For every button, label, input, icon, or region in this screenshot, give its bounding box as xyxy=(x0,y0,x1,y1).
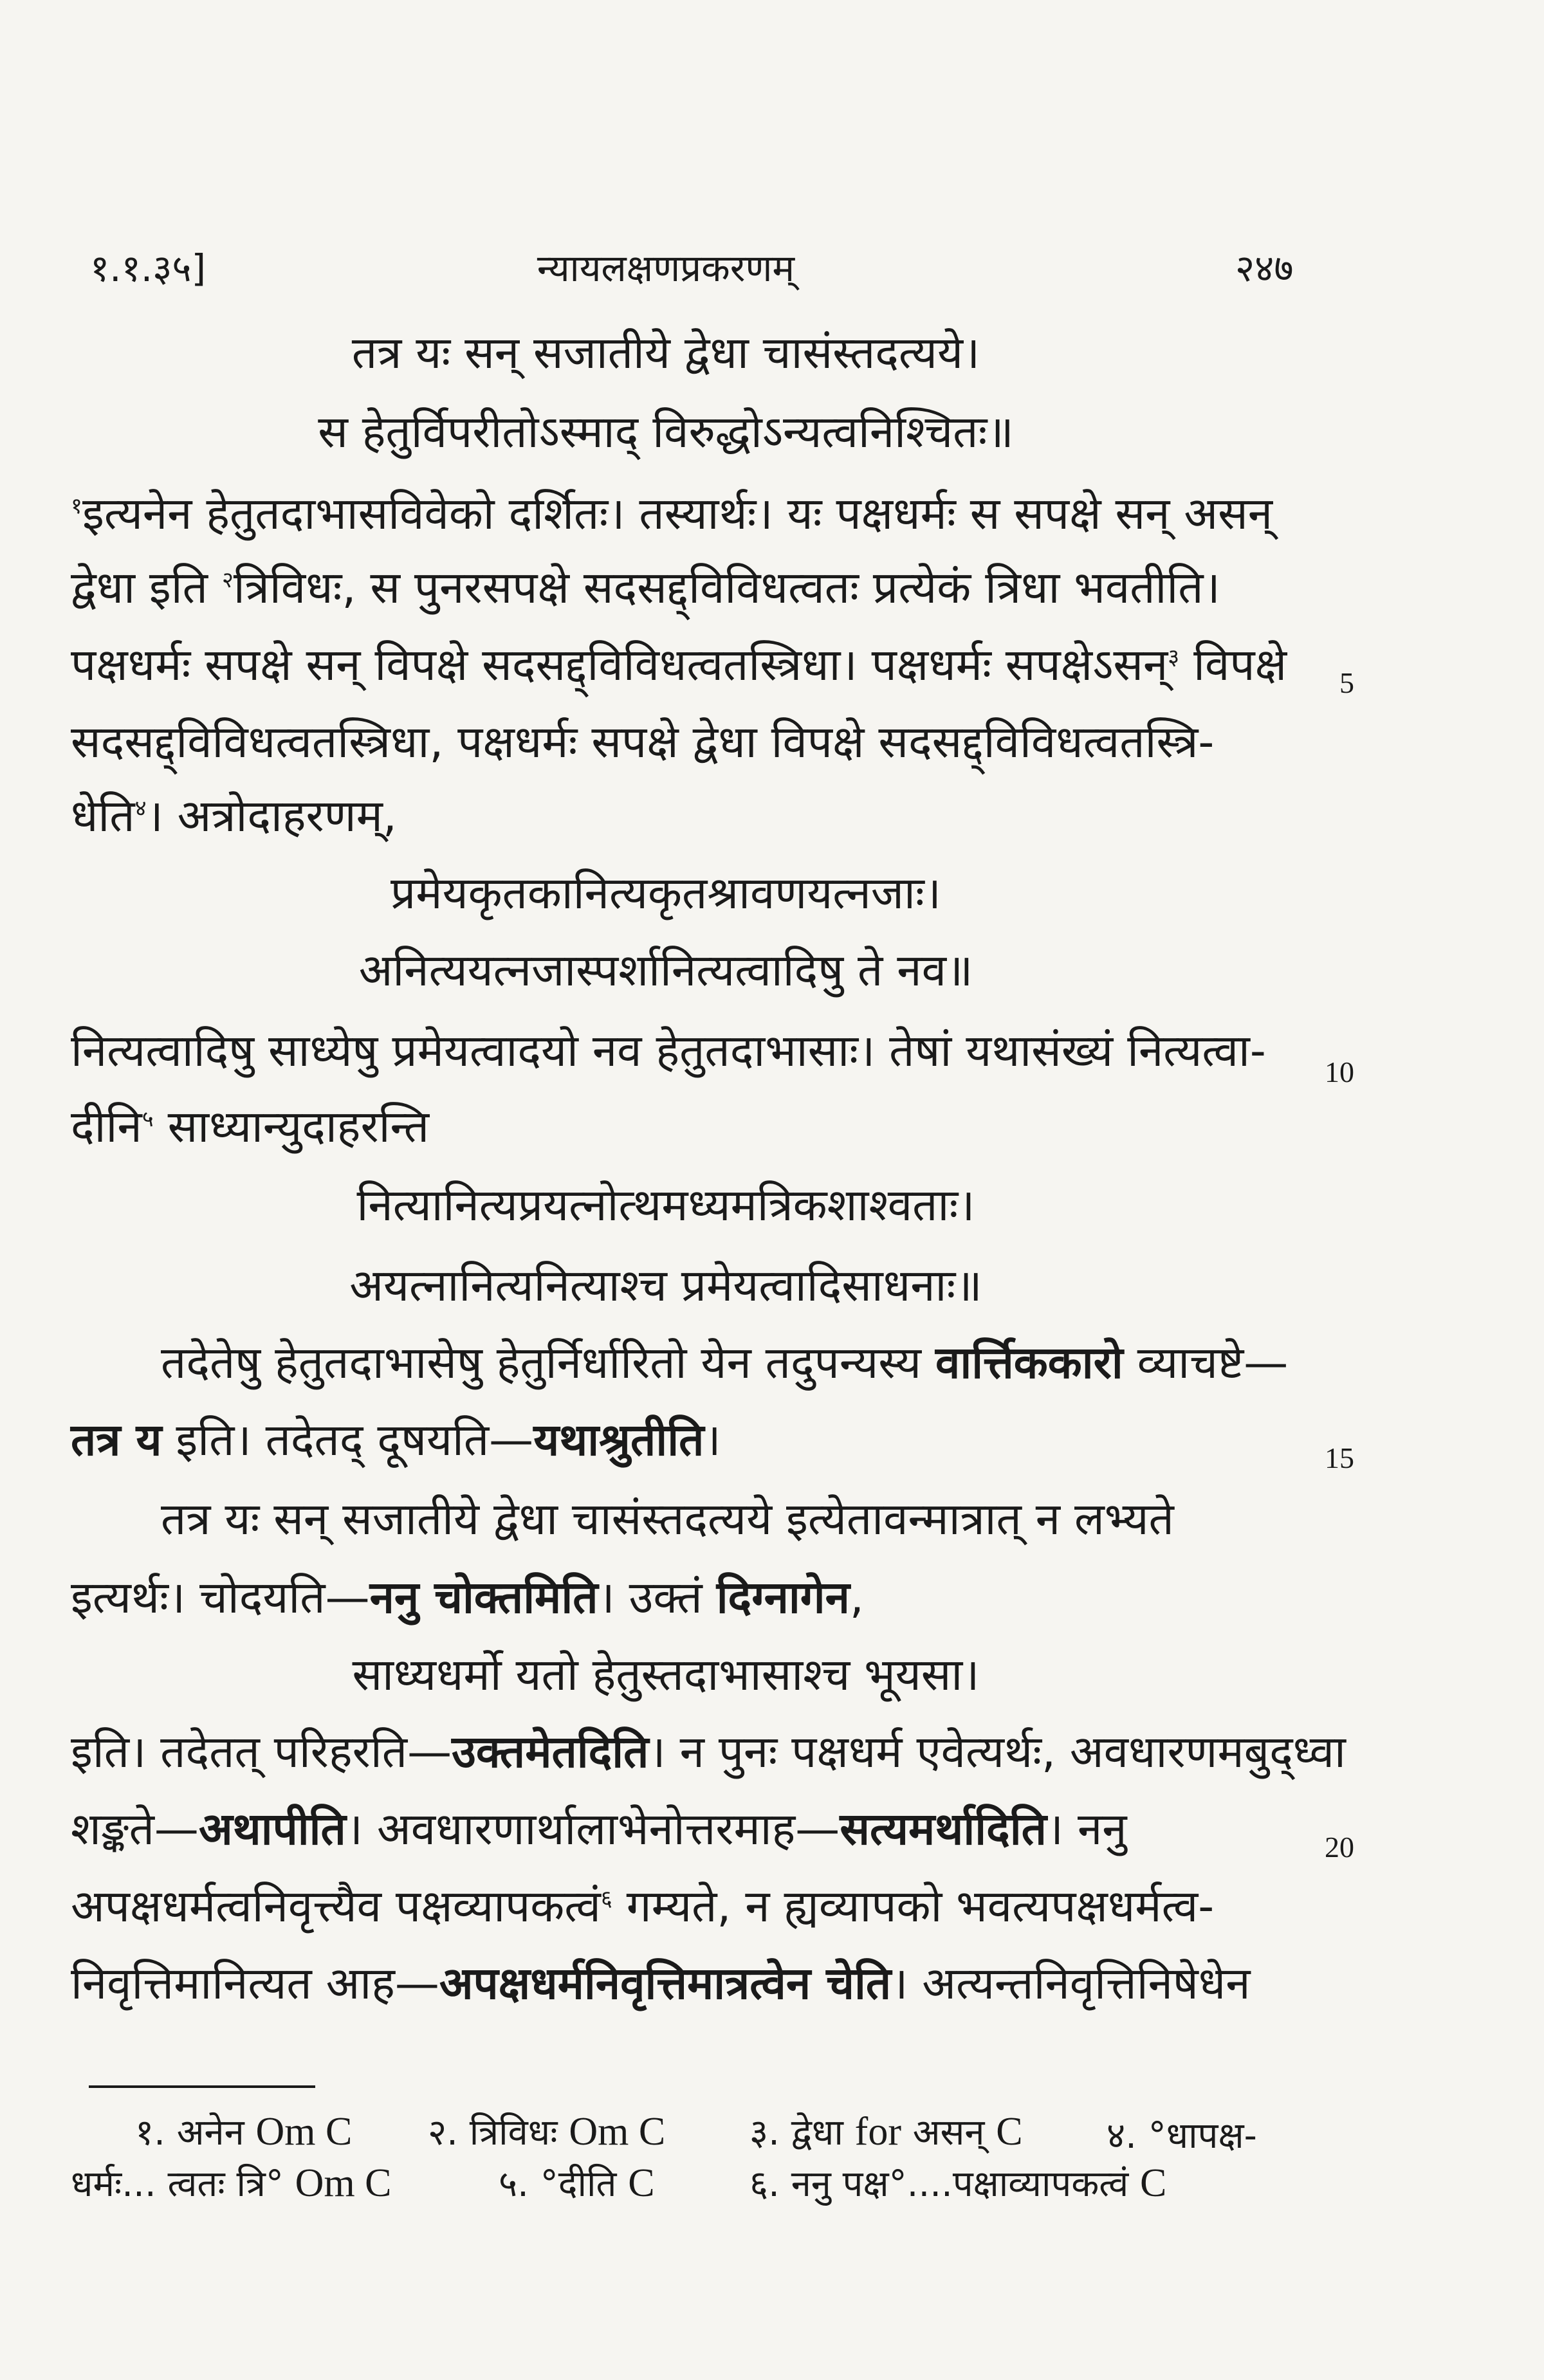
commentary-line: पक्षधर्मः सपक्षे सन् विपक्षे सदसद्द्विविधत्वतस्त्रिधा। पक्षधर्मः सपक्षेऽसन्$^३$ विपक्षे xyxy=(71,639,1287,691)
bold-term: दिग्नागेन xyxy=(716,1572,850,1624)
commentary-line: सदसद्द्विविधत्वतस्त्रिधा, पक्षधर्मः सपक्षे द्वेधा विपक्षे सदसद्द्विविधत्वतस्त्रि- xyxy=(71,717,1215,768)
footnote-marker: २ xyxy=(221,567,234,593)
line-number: 15 xyxy=(1325,1442,1354,1474)
commentary-line: द्वेधा इति $^२$त्रिविधः, स पुनरसपक्षे सदसद्द्विविधत्वतः प्रत्येकं त्रिधा भवतीति। xyxy=(71,562,1220,614)
footnote: ३. द्वेधा for असन् C xyxy=(749,2110,1023,2154)
bold-term: उक्तमेतदिति xyxy=(452,1726,649,1778)
verse-line: तत्र यः सन् सजातीये द्वेधा चासंस्तदत्यये। xyxy=(351,327,980,379)
verse-line: साध्यधर्मो यतो हेतुस्तदाभासाश्च भूयसा। xyxy=(352,1649,980,1701)
bold-term: वार्त्तिककारो xyxy=(935,1337,1123,1389)
commentary-line: $^१$इत्यनेन हेतुतदाभासविवेको दर्शितः। तस्यार्थः। यः पक्षधर्मः स सपक्षे सन् असन् xyxy=(71,488,1273,540)
bold-term: ननु चोक्तमिति xyxy=(369,1572,598,1624)
verse-line: अनित्ययत्नजास्पर्शानित्यत्वादिषु ते नव॥ xyxy=(358,945,973,996)
footnote-marker: १ xyxy=(71,493,82,519)
footnote-marker: ६ xyxy=(600,1886,612,1912)
footnote: ६. ननु पक्ष°....पक्षाव्यापकत्वं C xyxy=(749,2161,1167,2205)
verse-line: अयत्नानित्यनित्याश्च प्रमेयत्वादिसाधनाः॥ xyxy=(349,1260,982,1312)
bold-term: तत्र य xyxy=(71,1414,162,1466)
footnote: धर्मः... त्वतः त्रि° Om C xyxy=(71,2161,392,2205)
footnote: २. त्रिविधः Om C xyxy=(428,2110,666,2154)
verse-line: नित्यानित्यप्रयत्नोत्थमध्यमत्रिकशाश्वताः। xyxy=(356,1180,975,1231)
footnote: ५. °दीति C xyxy=(499,2161,655,2205)
verse-line: स हेतुर्विपरीतोऽस्माद् विरुद्धोऽन्यत्वनिश्चितः॥ xyxy=(318,407,1014,458)
line-number: 20 xyxy=(1325,1831,1354,1863)
commentary-line: शङ्कते—अथापीति। अवधारणार्थालाभेनोत्तरमाह—सत्यमर्थादिति। ननु xyxy=(71,1804,1127,1855)
footnote-marker: ३ xyxy=(1168,645,1180,670)
bold-term: सत्यमर्थादिति xyxy=(840,1804,1047,1855)
commentary-line: इत्यर्थः। चोदयति—ननु चोक्तमिति। उक्तं दिग्नागेन, xyxy=(71,1572,864,1624)
commentary-line: अपक्षधर्मत्वनिवृत्त्यैव पक्षव्यापकत्वं$^६$ गम्यते, न ह्यव्यापको भवत्यपक्षधर्मत्व- xyxy=(71,1881,1215,1932)
commentary-line: तदेतेषु हेतुतदाभासेषु हेतुर्निर्धारितो येन तदुपन्यस्य वार्त्तिककारो व्याचष्टे— xyxy=(161,1337,1289,1389)
page-number: २४७ xyxy=(1235,246,1294,290)
verse-line: प्रमेयकृतकानित्यकृतश्रावणयत्नजाः। xyxy=(391,868,941,919)
commentary-line: तत्र य इति। तदेतद् दूषयति—यथाश्रुतीति। xyxy=(71,1414,721,1466)
footnote: १. अनेन Om C xyxy=(135,2110,353,2154)
running-title: न्यायलक्षणप्रकरणम् xyxy=(537,246,795,290)
line-number: 5 xyxy=(1339,666,1354,699)
commentary-line: तत्र यः सन् सजातीये द्वेधा चासंस्तदत्यये इत्येतावन्मात्रात् न लभ्यते xyxy=(161,1494,1174,1545)
commentary-line: निवृत्तिमानित्यत आह—अपक्षधर्मनिवृत्तिमात्रत्वेन चेति। अत्यन्तनिवृत्तिनिषेधेन xyxy=(71,1958,1251,2009)
section-reference: १.१.३५] xyxy=(90,246,207,290)
commentary-line: नित्यत्वादिषु साध्येषु प्रमेयत्वादयो नव हेतुतदाभासाः। तेषां यथासंख्यं नित्यत्वा- xyxy=(71,1025,1266,1077)
line-number: 10 xyxy=(1325,1056,1354,1088)
footnote-marker: ५ xyxy=(142,1106,154,1132)
commentary-line: इति। तदेतत् परिहरति—उक्तमेतदिति। न पुनः पक्षधर्म एवेत्यर्थः, अवधारणमबुद्ध्वा xyxy=(71,1726,1346,1778)
bold-term: अथापीति xyxy=(198,1804,346,1855)
commentary-line: दीनि$^५$ साध्यान्युदाहरन्ति xyxy=(71,1101,430,1153)
bold-term: अपक्षधर्मनिवृत्तिमात्रत्वेन चेति xyxy=(439,1958,892,2009)
commentary-line: धेति$^४$। अत्रोदाहरणम्, xyxy=(71,791,397,842)
footnote: ४. °धापक्ष- xyxy=(1107,2115,1257,2157)
footnote-rule xyxy=(89,2085,315,2088)
bold-term: यथाश्रुतीति xyxy=(533,1414,704,1466)
footnote-marker: ४ xyxy=(134,796,147,821)
